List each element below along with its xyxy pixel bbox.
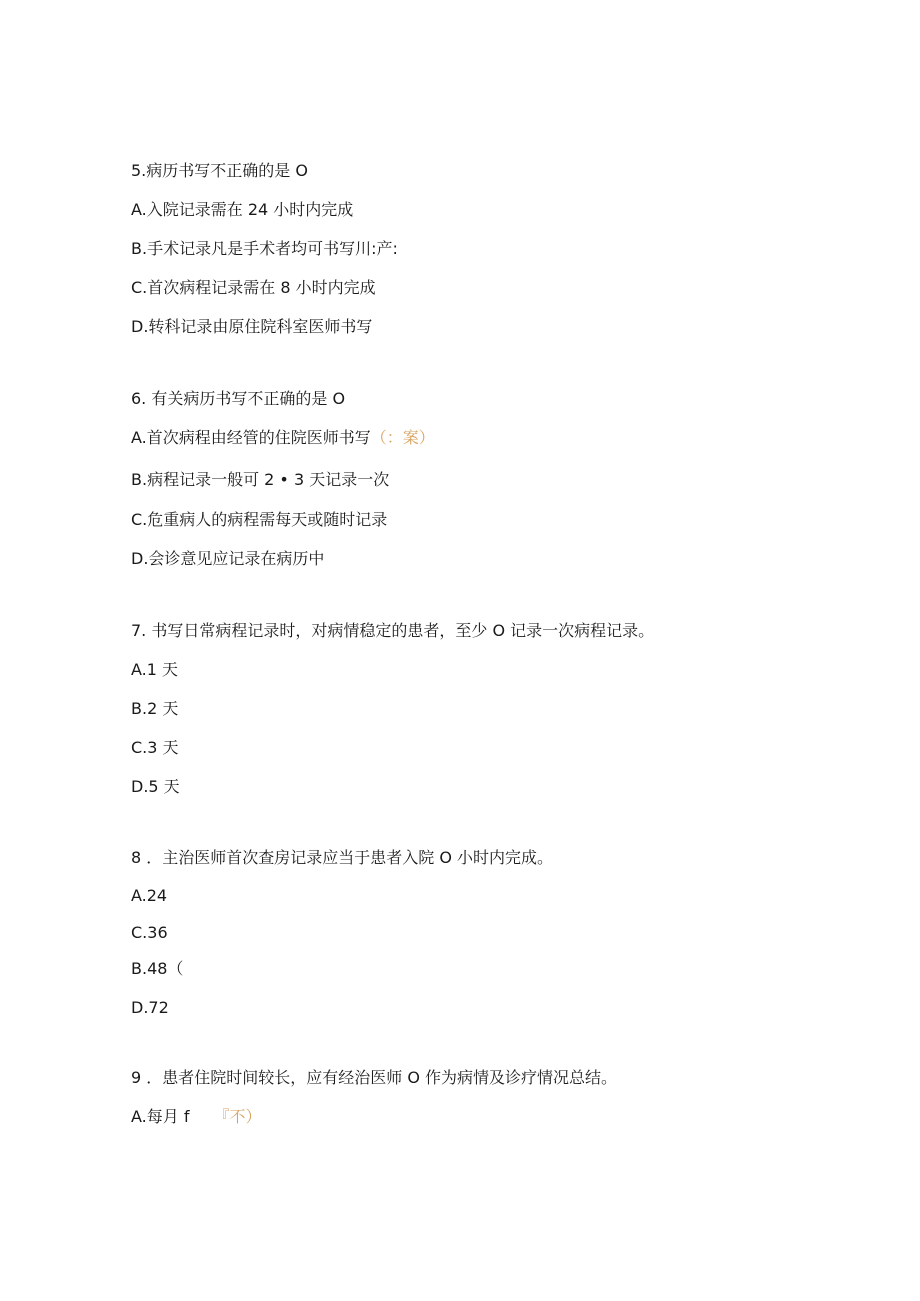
option-b: B.手术记录凡是手术者均可书写川:产:: [131, 239, 398, 258]
option-d: D.5 天: [131, 777, 180, 796]
option-text: A.每月 f: [131, 1107, 190, 1126]
handwritten-annotation: （：案）: [370, 428, 435, 447]
option-d: D.72: [131, 998, 169, 1017]
option-d: D.转科记录由原住院科室医师书写: [131, 317, 373, 336]
option-c: C.36: [131, 923, 168, 942]
handwritten-annotation: 『不）: [213, 1107, 262, 1126]
option-b: B.2 天: [131, 699, 179, 718]
question-stem: 8 ．主治医师首次查房记录应当于患者入院 O 小时内完成。: [131, 848, 554, 867]
question-stem: 6. 有关病历书写不正确的是 O: [131, 389, 346, 408]
option-a: A.24: [131, 886, 168, 905]
question-stem: 9 ．患者住院时间较长，应有经治医师 O 作为病情及诊疗情况总结。: [131, 1068, 618, 1087]
question-stem: 7. 书写日常病程记录时，对病情稳定的患者，至少 O 记录一次病程记录。: [131, 621, 655, 640]
option-b: B.病程记录一般可 2 • 3 天记录一次: [131, 470, 390, 489]
option-a: A.1 天: [131, 660, 179, 679]
option-d: D.会诊意见应记录在病历中: [131, 549, 325, 568]
option-b: B.48（: [131, 959, 184, 978]
question-stem: 5.病历书写不正确的是 O: [131, 161, 308, 180]
option-a: [131, 428, 435, 448]
option-text: A.首次病程由经管的住院医师书写: [131, 428, 371, 447]
option-c: C.3 天: [131, 738, 179, 757]
option-c: C.危重病人的病程需每天或随时记录: [131, 510, 388, 529]
option-c: C.首次病程记录需在 8 小时内完成: [131, 278, 376, 297]
option-a: [131, 1107, 262, 1127]
option-a: A.入院记录需在 24 小时内完成: [131, 200, 354, 219]
